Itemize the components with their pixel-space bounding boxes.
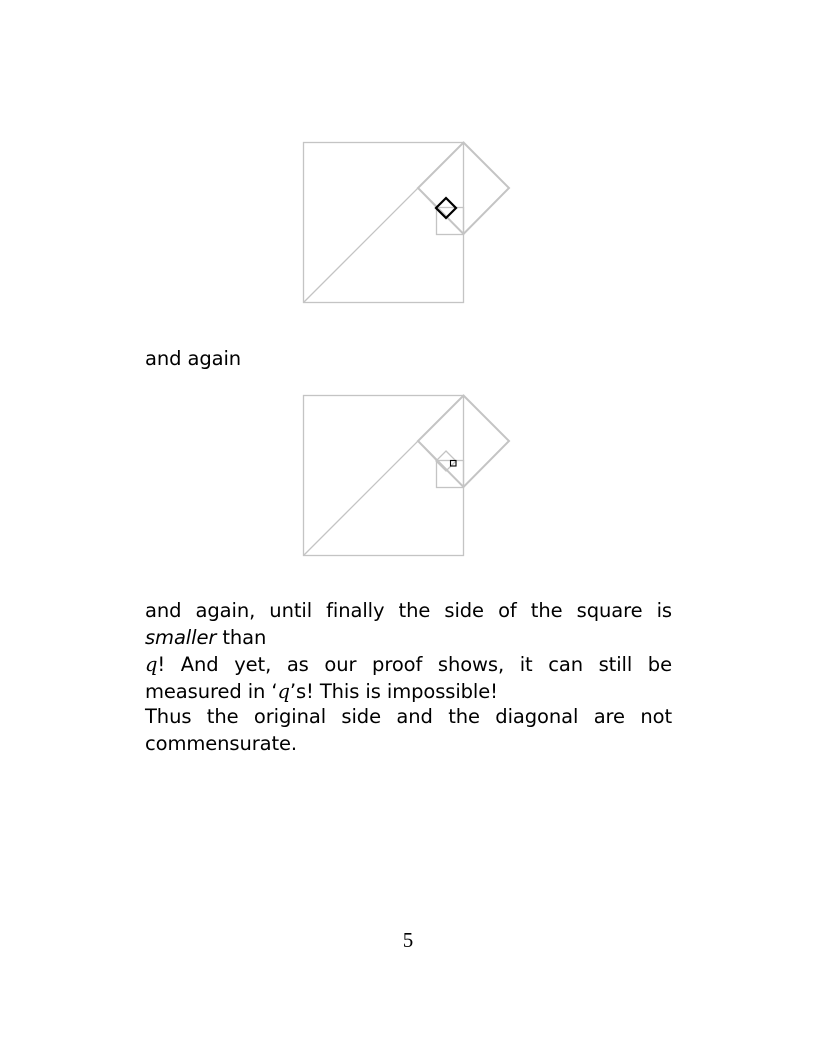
text-segment: than	[216, 626, 267, 649]
text-segment: ! And yet, as our proof shows, it can still be measured in ‘	[145, 653, 672, 703]
math-q: q	[277, 680, 290, 703]
emphasis-smaller: smaller	[145, 626, 217, 649]
small-diagonal-line	[418, 441, 437, 461]
text-segment: and again, until finally the side of the square is	[145, 599, 672, 622]
paragraph-smaller-than-q	[145, 597, 672, 705]
paragraph-conclusion: Thus the original side and the diagonal are not commensurate.	[145, 705, 672, 755]
figure-square-diagonal-step-2	[300, 392, 516, 560]
page-number: 5	[402, 928, 414, 952]
text-segment: ’s! This is impossible!	[289, 680, 498, 703]
small-diagonal-line	[418, 188, 437, 208]
figure-square-diagonal-step-1	[300, 139, 516, 307]
paragraph-and-again: and again	[145, 347, 242, 370]
math-q: q	[145, 653, 158, 676]
